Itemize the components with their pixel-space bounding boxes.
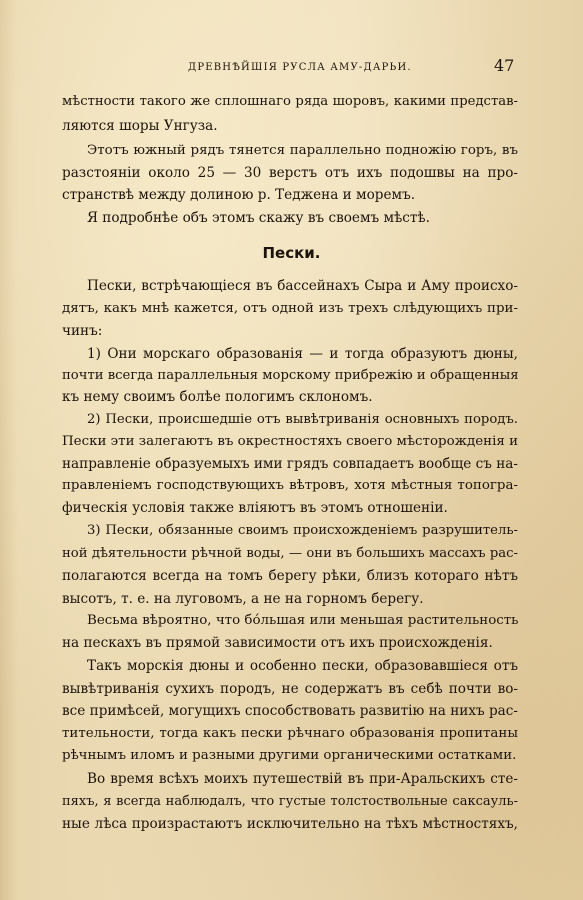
- text-line: все примѣсей, могущихъ способствовать развитію на нихъ рас-: [62, 703, 518, 719]
- text-line: правленіемъ господствующихъ вѣтровъ, хотя мѣстныя топогра-: [62, 478, 518, 493]
- text-line: тительности, тогда какъ пески рѣчнаго образованія пропитаны: [62, 726, 518, 741]
- text-line: 3) Пески, обязанные своимъ происхожденіемъ разрушитель-: [87, 523, 518, 538]
- text-line: 2) Пески, происшедшіе отъ вывѣтриванія основныхъ породъ.: [87, 412, 518, 427]
- text-line: Этотъ южный рядъ тянется параллельно подножію горъ, въ: [87, 143, 518, 158]
- text-line: фическія условія также вліяютъ въ этомъ отношеніи.: [62, 500, 448, 516]
- text-line: Во время всѣхъ моихъ путешествій въ при-Аральскихъ сте-: [87, 771, 518, 787]
- text-line: вывѣтриванія сухихъ породъ, не содержатъ въ себѣ почти во-: [62, 681, 518, 697]
- text-line: почти всегда параллельныя морскому прибрежію и обращенныя: [62, 368, 519, 383]
- text-line: направленіе образуемыхъ ими грядъ совпадаетъ вообще съ на-: [62, 456, 518, 472]
- text-line: къ нему своимъ болѣе пологимъ склономъ.: [62, 389, 373, 405]
- text-line: пяхъ, я всегда наблюдалъ, что густые толстоствольные саксауль-: [62, 794, 518, 809]
- text-line: рѣчнымъ иломъ и разными другими органическими остатками.: [62, 748, 517, 763]
- text-line: 1) Они морскаго образованія — и тогда образуютъ дюны,: [87, 346, 518, 362]
- text-line: Такъ морскія дюны и особенно пески, образовавшіеся отъ: [87, 658, 518, 674]
- text-line: ляются шоры Унгуза.: [62, 118, 218, 134]
- text-line: на пескахъ въ прямой зависимости отъ ихъ происхожденія.: [62, 635, 493, 651]
- running-title: ДРЕВНѢЙШІЯ РУСЛА АМУ-ДАРЬИ.: [188, 62, 412, 73]
- text-line: дятъ, какъ мнѣ кажется, отъ одной изъ трехъ слѣдующихъ при-: [62, 301, 518, 316]
- running-head: [0, 56, 583, 76]
- text-line: ной дѣятельности рѣчной воды, — они въ большихъ массахъ рас-: [62, 546, 518, 561]
- text-line: странствѣ между долиною р. Теджена и моремъ.: [62, 187, 416, 203]
- section-heading: Пески.: [262, 244, 321, 262]
- text-line: Пески эти залегаютъ въ окрестностяхъ своего мѣсторожденія и: [62, 434, 518, 449]
- text-line: полагаются всегда на томъ берегу рѣки, близъ котораго нѣтъ: [62, 568, 518, 584]
- text-line: высотъ, т. е. на луговомъ, а не на горномъ берегу.: [62, 591, 424, 607]
- text-line: Я подробнѣе объ этомъ скажу въ своемъ мѣстѣ.: [87, 210, 430, 226]
- text-line: Пески, встрѣчающіеся въ бассейнахъ Сыра и Аму происхо-: [87, 278, 518, 294]
- text-line: разстояніи около 25 — 30 верстъ отъ ихъ подошвы на про-: [62, 165, 518, 181]
- text-line: мѣстности такого же сплошнаго ряда шоровъ, какими представ-: [62, 94, 518, 109]
- text-line: чинъ:: [62, 323, 103, 339]
- text-line: ные лѣса произрастаютъ исключительно на тѣхъ мѣстностяхъ,: [62, 816, 518, 832]
- text-line: Весьма вѣроятно, что бо́льшая или меньшая растительность: [87, 613, 519, 628]
- page-number: 47: [494, 56, 515, 75]
